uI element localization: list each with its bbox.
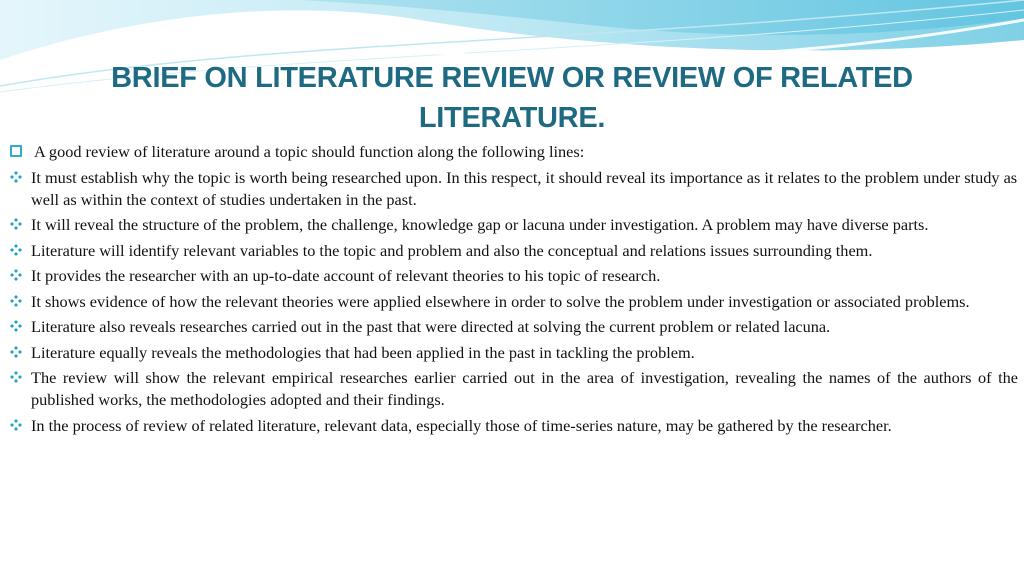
slide-title: BRIEF ON LITERATURE REVIEW OR REVIEW OF RELATED LITERATURE. [111,62,913,134]
diamond-bullet-icon [10,320,22,332]
list-item [8,316,1018,338]
diamond-bullet-icon [10,171,22,183]
list-item [8,291,1018,313]
bullet-text: In the process of review of related literature, relevant data, especially those of time-series nature, may be gathered by the researcher. [31,415,892,435]
bullet-text: Literature will identify relevant variables to the topic and problem and also the conceptual and relations issues surrounding them. [31,240,873,260]
diamond-bullet-icon [10,295,22,307]
diamond-bullet-icon [10,218,22,230]
bullet-text: It shows evidence of how the relevant theories were applied elsewhere in order to solve the problem under investigation or associated problems. [31,291,970,311]
bullet-text: The review will show the relevant empirical researches earlier carried out in the area of investigation, revealing the names of the authors of the published works, the methodologies adopted and their findings. [31,368,1018,409]
diamond-bullet-icon [10,269,22,281]
list-item [8,265,1018,287]
bullet-text: It provides the researcher with an up-to-date account of relevant theories to his topic of research. [31,266,661,285]
diamond-bullet-icon [10,346,22,358]
diamond-bullet-icon [10,244,22,256]
bullet-text: Literature equally reveals the methodologies that had been applied in the past in tackling the problem. [31,342,695,362]
diamond-bullet-icon [10,371,22,383]
diamond-bullet-icon [10,419,22,431]
bullet-text: Literature also reveals researches carried out in the past that were directed at solving the current problem or related lacuna. [31,317,831,336]
list-item [8,141,1018,163]
list-item [8,214,1018,236]
list-item [8,415,1018,437]
bullet-text: It will reveal the structure of the problem, the challenge, knowledge gap or lacuna under investigation. A problem may have diverse parts. [31,215,929,234]
list-item [8,167,1018,211]
list-item [8,367,1018,411]
bullet-text: It must establish why the topic is worth being researched upon. In this respect, it should reveal its importance as it relates to the problem under study as well as within the context of studies undertaken in the past. [31,167,1018,209]
list-item [8,240,1018,262]
bullet-list [8,141,1018,440]
list-item [8,342,1018,364]
square-bullet-icon [10,145,22,157]
bullet-text: A good review of literature around a topic should function along the following lines: [34,142,585,161]
